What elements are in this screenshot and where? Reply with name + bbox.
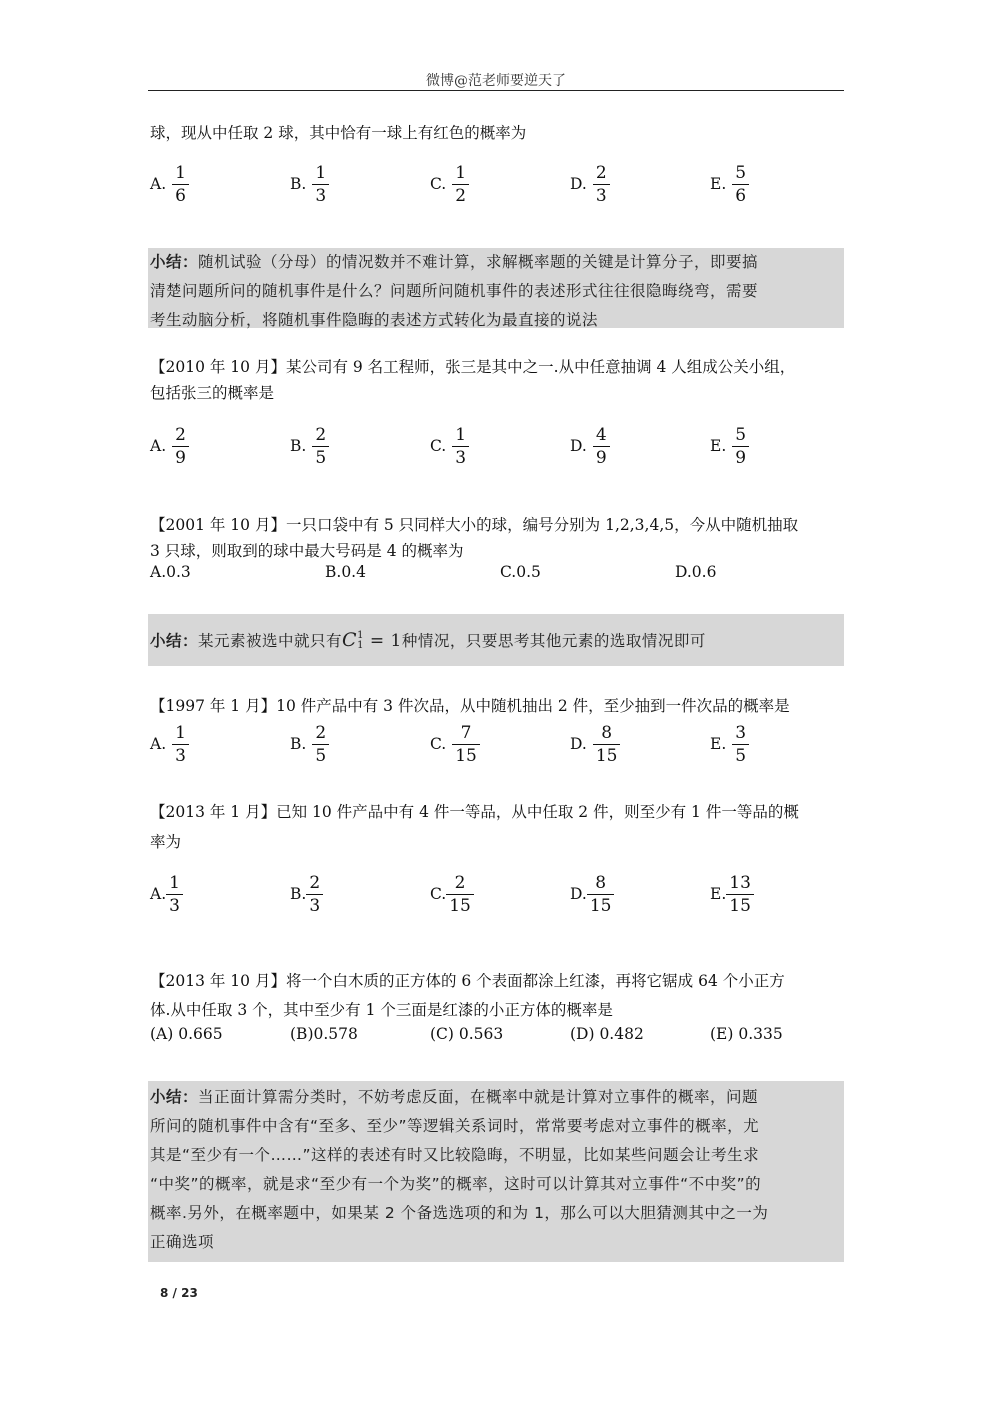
q5-option-a: (A) 0.665	[150, 1025, 223, 1043]
combination-symbol: C 1 1	[342, 629, 364, 651]
q5-option-b: (B)0.578	[290, 1025, 358, 1043]
page-header: 微博@范老师要逆天了	[426, 73, 566, 89]
q1-option-e: E. $\frac{5}{9}$	[710, 420, 749, 472]
q4-option-d: D. $\frac{8}{15}$	[570, 868, 614, 920]
fraction: $\frac{3}{5}$	[732, 722, 749, 767]
q2-option-a: A.0.3	[150, 563, 191, 581]
q3-option-b: B. $\frac{2}{5}$	[290, 718, 329, 770]
q4-option-b: B. $\frac{2}{3}$	[290, 868, 323, 920]
fraction: $\frac{2}{5}$	[312, 722, 329, 767]
summary-line: 概率.另外，在概率题中，如果某 2 个备选选项的和为 1，那么可以大胆猜测其中之一为	[150, 1204, 769, 1222]
summary-label: 小结：	[150, 632, 199, 650]
q0-option-d: D. $\frac{2}{3}$	[570, 158, 610, 210]
fraction: $\frac{5}{6}$	[732, 162, 749, 207]
summary-label: 小结：	[150, 253, 199, 271]
q1-options	[150, 420, 844, 472]
q5-option-c: (C) 0.563	[430, 1025, 504, 1043]
q0-option-c: C. $\frac{1}{2}$	[430, 158, 469, 210]
summary-line: 小结：当正面计算需分类时，不妨考虑反面，在概率中就是计算对立事件的概率，问题	[150, 1088, 759, 1106]
fraction: $\frac{8}{15}$	[587, 872, 615, 917]
q0-option-a: A. $\frac{1}{6}$	[150, 158, 189, 210]
summary-line: 清楚问题所问的随机事件是什么？问题所问随机事件的表述形式往往很隐晦绕弯，需要	[150, 282, 759, 300]
fraction: $\frac{1}{3}$	[452, 424, 469, 469]
q0-options	[150, 158, 844, 210]
q5-option-e: (E) 0.335	[710, 1025, 783, 1043]
q4-option-a: A. $\frac{1}{3}$	[150, 868, 183, 920]
summary-line: 正确选项	[150, 1233, 215, 1251]
header-rule	[148, 90, 844, 91]
fraction: $\frac{1}{3}$	[166, 872, 183, 917]
q0-option-e: E. $\frac{5}{6}$	[710, 158, 749, 210]
q5-line1: 【2013 年 10 月】将一个白木质的正方体的 6 个表面都涂上红漆，再将它锯成 64 个小正方	[150, 972, 785, 990]
fraction: $\frac{13}{15}$	[726, 872, 754, 917]
fraction: $\frac{8}{15}$	[593, 722, 621, 767]
fraction: $\frac{7}{15}$	[452, 722, 480, 767]
fraction: $\frac{4}{9}$	[593, 424, 610, 469]
summary-line: 小结：随机试验（分母）的情况数并不难计算，求解概率题的关键是计算分子，即要搞	[150, 253, 759, 271]
q5-line2: 体.从中任取 3 个，其中至少有 1 个三面是红漆的小正方体的概率是	[150, 1001, 613, 1019]
q3-option-c: C. $\frac{7}{15}$	[430, 718, 480, 770]
q2-line1: 【2001 年 10 月】一只口袋中有 5 只同样大小的球，编号分别为 1,2,3,4,5，今从中随机抽取	[150, 516, 799, 534]
q1-option-c: C. $\frac{1}{3}$	[430, 420, 469, 472]
summary-line: “中奖”的概率，就是求“至少有一个为奖”的概率，这时可以计算其对立事件“不中奖”的	[150, 1175, 762, 1193]
q3-option-e: E. $\frac{3}{5}$	[710, 718, 749, 770]
fraction: $\frac{1}{6}$	[172, 162, 189, 207]
q3-option-a: A. $\frac{1}{3}$	[150, 718, 189, 770]
q2-options	[150, 563, 844, 589]
q1-option-b: B. $\frac{2}{5}$	[290, 420, 329, 472]
q3-options	[150, 718, 844, 770]
q2-option-b: B.0.4	[325, 563, 366, 581]
q4-line1: 【2013 年 1 月】已知 10 件产品中有 4 件一等品，从中任取 2 件，则至少有 1 件一等品的概	[150, 803, 799, 821]
fraction: $\frac{5}{9}$	[732, 424, 749, 469]
fraction: $\frac{2}{9}$	[172, 424, 189, 469]
fraction: $\frac{2}{3}$	[593, 162, 610, 207]
fraction: $\frac{2}{5}$	[312, 424, 329, 469]
summary-label: 小结：	[150, 1088, 199, 1106]
q0-text: 球，现从中任取 2 球，其中恰有一球上有红色的概率为	[150, 124, 527, 142]
q4-option-c: C. $\frac{2}{15}$	[430, 868, 474, 920]
q5-options	[150, 1025, 844, 1051]
fraction: $\frac{2}{3}$	[306, 872, 323, 917]
q1-option-d: D. $\frac{4}{9}$	[570, 420, 610, 472]
q1-line1: 【2010 年 10 月】某公司有 9 名工程师，张三是其中之一.从中任意抽调 4 人组成公关小组，	[150, 358, 796, 376]
fraction: $\frac{1}{2}$	[452, 162, 469, 207]
summary-line: 考生动脑分析，将随机事件隐晦的表述方式转化为最直接的说法	[150, 311, 599, 329]
q3-option-d: D. $\frac{8}{15}$	[570, 718, 620, 770]
page-number: 8 / 23	[160, 1286, 198, 1300]
q4-option-e: E. $\frac{13}{15}$	[710, 868, 754, 920]
q2-line2: 3 只球，则取到的球中最大号码是 4 的概率为	[150, 542, 464, 560]
q1-line2: 包括张三的概率是	[150, 384, 275, 402]
fraction: $\frac{1}{3}$	[312, 162, 329, 207]
summary-box-1	[148, 248, 844, 328]
q1-option-a: A. $\frac{2}{9}$	[150, 420, 189, 472]
q4-line2: 率为	[150, 833, 182, 851]
fraction: $\frac{2}{15}$	[446, 872, 474, 917]
summary-line: 其是“至少有一个……”这样的表述有时又比较隐晦，不明显，比如某些问题会让考生求	[150, 1146, 760, 1164]
fraction: $\frac{1}{3}$	[172, 722, 189, 767]
q2-option-d: D.0.6	[675, 563, 717, 581]
summary-box-3	[148, 1081, 844, 1262]
q4-options	[150, 868, 844, 920]
q0-option-b: B. $\frac{1}{3}$	[290, 158, 329, 210]
q2-option-c: C.0.5	[500, 563, 541, 581]
q5-option-d: (D) 0.482	[570, 1025, 644, 1043]
q3-line1: 【1997 年 1 月】10 件产品中有 3 件次品，从中随机抽出 2 件，至少抽到一件次品的概率是	[150, 697, 790, 715]
summary-line: 所问的随机事件中含有“至多、至少”等逻辑关系词时，常常要考虑对立事件的概率，尤	[150, 1117, 760, 1135]
summary-box-2: 小结：某元素被选中就只有C 1 1 = 1种情况，只要思考其他元素的选取情况即可	[148, 614, 844, 666]
